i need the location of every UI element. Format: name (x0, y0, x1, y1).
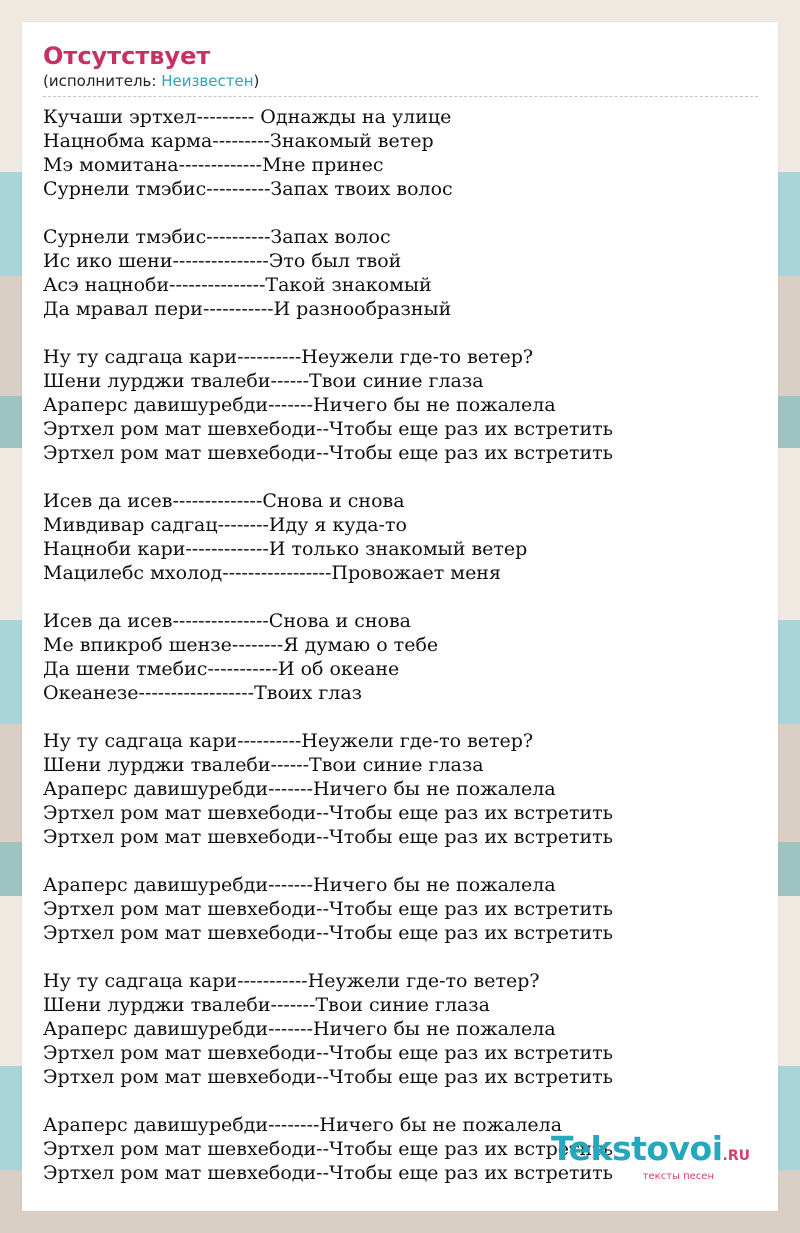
lyric-line: Сурнели тмэбис----------Запах волос (43, 226, 391, 248)
lyric-line: Ис ико шени---------------Это был твой (43, 250, 402, 272)
lyric-line: Араперс давишуребди--------Ничего бы не пожалела (43, 1114, 563, 1136)
lyric-line: Исев да исев---------------Снова и снова (43, 610, 411, 632)
lyric-line: Эртхел ром мат шевхебоди--Чтобы еще раз их встретить (43, 418, 614, 440)
title-divider (43, 96, 758, 97)
lyric-line: Мэ момитана-------------Мне принес (43, 154, 384, 176)
lyric-line: Нацноби кари-------------И только знакомый ветер (43, 538, 528, 560)
lyric-line: Араперс давишуребди-------Ничего бы не пожалела (43, 394, 556, 416)
logo-wordmark (550, 1129, 750, 1173)
site-logo[interactable] (550, 1129, 750, 1183)
logo-tagline: тексты песен (642, 1171, 714, 1182)
lyric-line: Да шени тмебис-----------И об океане (43, 658, 400, 680)
stanza (43, 225, 758, 321)
lyrics-card (22, 22, 778, 1211)
lyric-line: Эртхел ром мат шевхебоди--Чтобы еще раз их встретить (43, 802, 614, 824)
lyric-line: Эртхел ром мат шевхебоди--Чтобы еще раз их встретить (43, 1162, 614, 1184)
lyric-line: Шени лурджи твалеби------Твои синие глаза (43, 370, 484, 392)
lyric-line: Эртхел ром мат шевхебоди--Чтобы еще раз их встретить (43, 898, 614, 920)
lyric-line: Эртхел ром мат шевхебоди--Чтобы еще раз их встретить (43, 826, 614, 848)
stanza (43, 969, 758, 1089)
lyric-line: Асэ нацноби---------------Такой знакомый (43, 274, 432, 296)
lyric-line: Да мравал пери-----------И разнообразный (43, 298, 452, 320)
lyric-line: Эртхел ром мат шевхебоди--Чтобы еще раз их встретить (43, 442, 614, 464)
artist-link[interactable]: Неизвестен (161, 72, 254, 90)
lyric-line: Кучаши эртхел--------- Однажды на улице (43, 106, 452, 128)
lyric-line: Ну ту садгаца кари-----------Неужели где-то ветер? (43, 970, 540, 992)
lyric-line: Араперс давишуребди-------Ничего бы не пожалела (43, 874, 556, 896)
lyric-line: Океанезе------------------Твоих глаз (43, 682, 363, 704)
stanza (43, 729, 758, 849)
stanza (43, 609, 758, 705)
lyric-line: Эртхел ром мат шевхебоди--Чтобы еще раз их встретить (43, 1138, 614, 1160)
lyric-line: Сурнели тмэбис----------Запах твоих волос (43, 178, 453, 200)
lyric-line: Нацнобма карма---------Знакомый ветер (43, 130, 434, 152)
stanza (43, 873, 758, 945)
lyric-line: Ну ту садгаца кари----------Неужели где-то ветер? (43, 730, 534, 752)
lyric-line: Ме впикроб шензе--------Я думаю о тебе (43, 634, 439, 656)
lyric-line: Шени лурджи твалеби------Твои синие глаза (43, 754, 484, 776)
lyric-line: Араперс давишуребди-------Ничего бы не пожалела (43, 778, 556, 800)
lyric-line: Исев да исев--------------Снова и снова (43, 490, 405, 512)
lyric-line: Мивдивар садгац--------Иду я куда-то (43, 514, 407, 536)
lyric-line: Шени лурджи твалеби-------Твои синие глаза (43, 994, 490, 1016)
lyric-line: Эртхел ром мат шевхебоди--Чтобы еще раз их встретить (43, 1066, 614, 1088)
song-title: Отсутствует (43, 42, 211, 70)
performer-line (43, 72, 758, 90)
stanza (43, 345, 758, 465)
stanza (43, 105, 758, 201)
logo-tld: .RU (722, 1148, 750, 1164)
performer-prefix: (исполнитель: (43, 72, 162, 90)
logo-main-text: Tekstovoi (550, 1129, 723, 1168)
lyric-line: Ну ту садгаца кари----------Неужели где-то ветер? (43, 346, 534, 368)
stanza (43, 489, 758, 585)
lyric-line: Эртхел ром мат шевхебоди--Чтобы еще раз их встретить (43, 922, 614, 944)
lyric-line: Эртхел ром мат шевхебоди--Чтобы еще раз их встретить (43, 1042, 614, 1064)
lyrics-text (43, 105, 758, 1185)
performer-suffix: ) (253, 72, 260, 90)
lyric-line: Мацилебс мхолод-----------------Провожает меня (43, 562, 501, 584)
lyric-line: Араперс давишуребди-------Ничего бы не пожалела (43, 1018, 556, 1040)
